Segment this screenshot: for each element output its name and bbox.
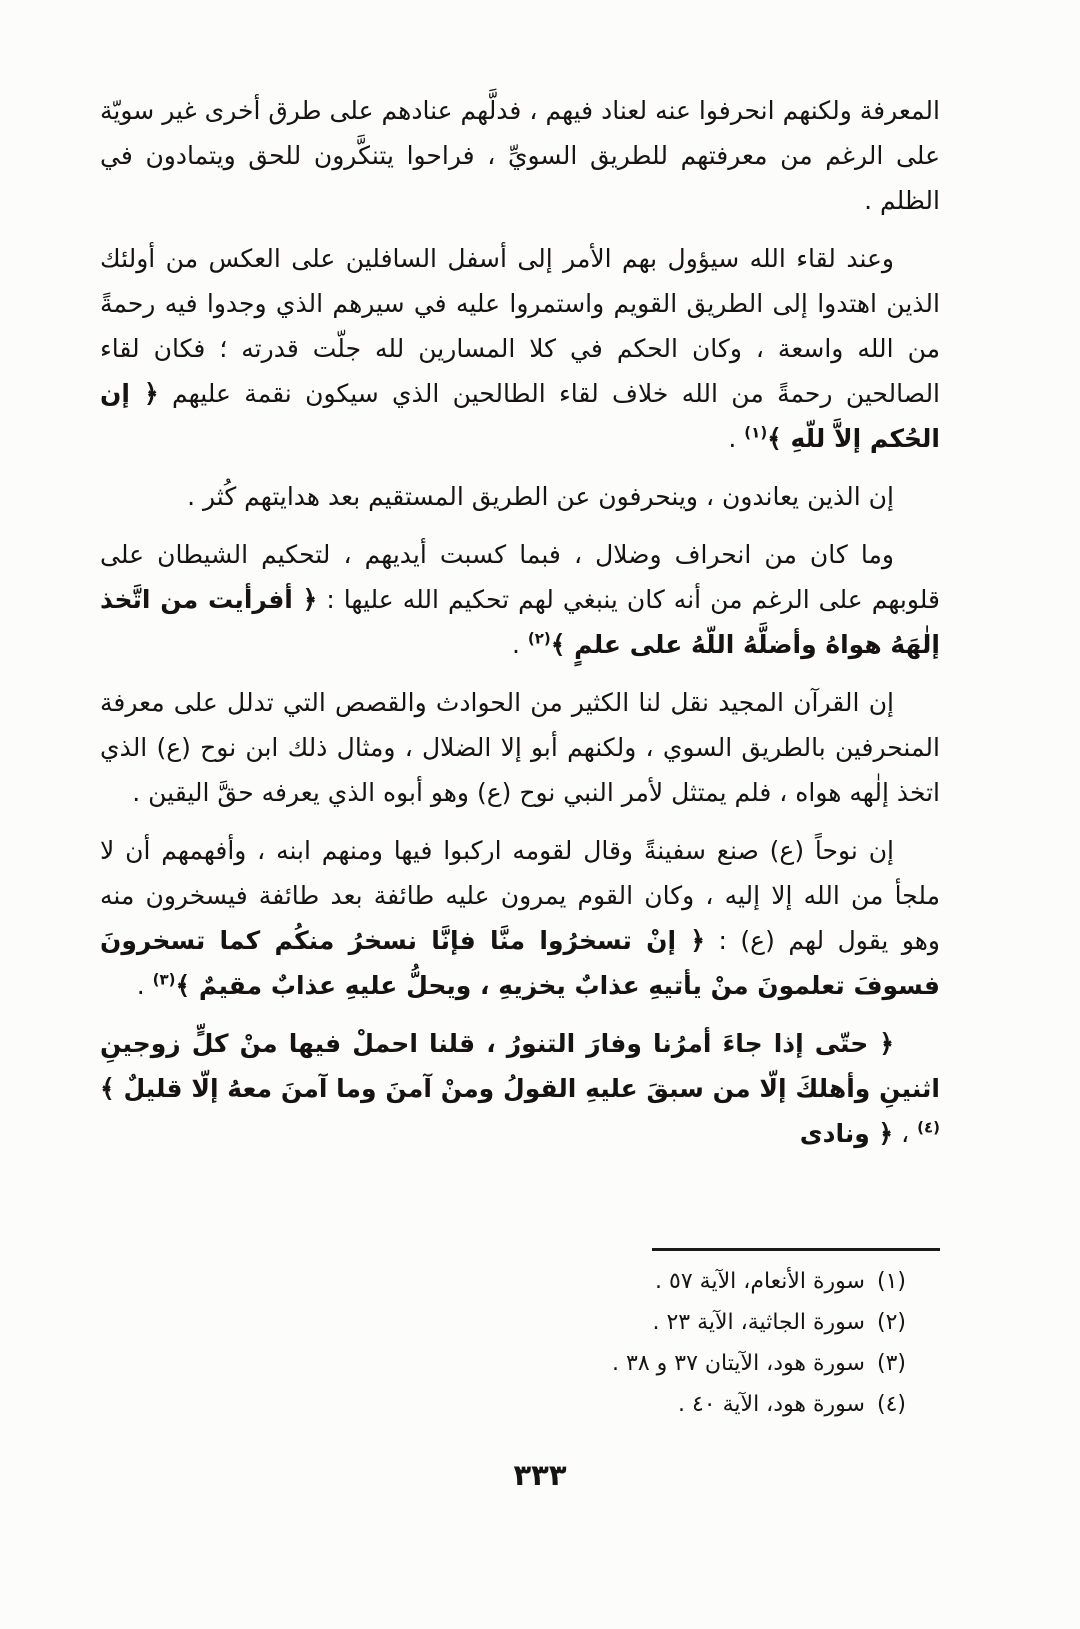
paragraph	[100, 532, 940, 667]
footnote-text: سورة الجاثية، الآية ٢٣ .	[652, 1310, 865, 1335]
text-segment: إن نوحاً (ع) صنع سفينةً وقال لقومه اركبوا فيها ومنهم ابنه ، وأفهمهم أن لا ملجأ من الله إلا إليه ، وكان القوم يمرون عليه طائفة بعد طائفة فيسخرون منه وهو يقول لهم (ع) :	[100, 836, 940, 955]
text-segment: وعند لقاء الله سيؤول بهم الأمر إلى أسفل السافلين على العكس من أولئك الذين اهتدوا إلى الطريق القويم واستمروا عليه في سيرهم الذي وجدوا فيه رحمةً من الله واسعة ، وكان الحكم في كلا المسارين لله جلّت قدرته ؛ فكان لقاء الصالحين رحمةً من الله خلاف لقاء الطالحين الذي سيكون نقمة عليهم	[100, 244, 941, 408]
text-segment: .	[511, 630, 528, 659]
text-segment: .	[136, 971, 153, 1000]
text-segment: إن القرآن المجيد نقل لنا الكثير من الحوادث والقصص التي تدلل على معرفة المنحرفين بالطريق السوي ، ولكنهم أبو إلا الضلال ، ومثال ذلك ابن نوح (ع) الذي اتخذ إلٰهه هواه ، فلم يمتثل لأمر النبي نوح (ع) وهو أبوه الذي يعرفه حقَّ اليقين .	[100, 688, 940, 807]
page-number: ٣٣٣	[513, 1458, 567, 1492]
footnote-text: سورة هود، الآيتان ٣٧ و ٣٨ .	[612, 1351, 865, 1376]
footnote-ref: (٢)	[527, 629, 551, 648]
main-text	[100, 88, 940, 1169]
footnote-item	[100, 1261, 906, 1302]
quran-verse-quote: ﴿ إن الحُكم إلاَّ للّهِ ﴾	[100, 379, 940, 453]
footnote-text: سورة هود، الآية ٤٠ .	[677, 1392, 865, 1417]
footnote-text: سورة الأنعام، الآية ٥٧ .	[655, 1269, 865, 1294]
footnote-ref: (١)	[744, 423, 768, 442]
footnote-item	[100, 1343, 906, 1384]
paragraph	[100, 474, 940, 519]
footnotes-section	[100, 1248, 940, 1425]
paragraph	[100, 88, 940, 223]
text-segment: إن الذين يعاندون ، وينحرفون عن الطريق المستقيم بعد هدايتهم كُثر .	[187, 482, 894, 511]
quran-verse-quote: ﴿ أفرأيت من اتَّخذ إلٰهَهُ هواهُ وأضلَّهُ اللّهُ على علمٍ ﴾	[100, 585, 940, 659]
footnote-ref: (٣)	[152, 970, 176, 989]
paragraph	[100, 1021, 940, 1156]
text-segment: المعرفة ولكنهم انحرفوا عنه لعناد فيهم ، فدلَّهم عنادهم على طرق أخرى غير سويّة على الرغم من معرفتهم للطريق السويِّ ، فراحوا يتنكَّرون للحق ويتمادون في الظلم .	[100, 96, 940, 215]
paragraph	[100, 828, 940, 1008]
footnote-marker: (٣)	[876, 1351, 906, 1376]
quran-verse-quote: ﴿ حتّى إذا جاءَ أمرُنا وفارَ التنورُ ، قلنا احملْ فيها منْ كلٍّ زوجينِ اثنينِ وأهلكَ إلّا من سبقَ عليهِ القولُ ومنْ آمنَ وما آمنَ معهُ إلّا قليلٌ ﴾	[100, 1029, 940, 1103]
paragraph	[100, 680, 940, 815]
footnote-marker: (٤)	[876, 1392, 906, 1417]
footnote-list	[100, 1261, 940, 1425]
text-segment: وما كان من انحراف وضلال ، فبما كسبت أيديهم ، لتحكيم الشيطان على قلوبهم على الرغم من أنه كان ينبغي لهم تحكيم الله عليها :	[100, 540, 941, 614]
footnote-marker: (٢)	[876, 1310, 906, 1335]
footnote-item	[100, 1302, 906, 1343]
footnote-marker: (١)	[876, 1269, 906, 1294]
text-segment: ،	[893, 1119, 918, 1148]
footnote-item	[100, 1384, 906, 1425]
text-segment: .	[728, 424, 745, 453]
footnote-ref: (٤)	[917, 1118, 940, 1137]
footnote-separator	[652, 1248, 940, 1251]
paragraph	[100, 236, 940, 461]
quran-verse-quote: ﴿ ونادى	[799, 1119, 894, 1148]
quran-verse-quote: ﴿ إنْ تسخرُوا منَّا فإنَّا نسخرُ منكُم كما تسخرونَ فسوفَ تعلمونَ منْ يأتيهِ عذابٌ يخزيهِ ، ويحلُّ عليهِ عذابٌ مقيمٌ ﴾	[100, 926, 940, 1000]
